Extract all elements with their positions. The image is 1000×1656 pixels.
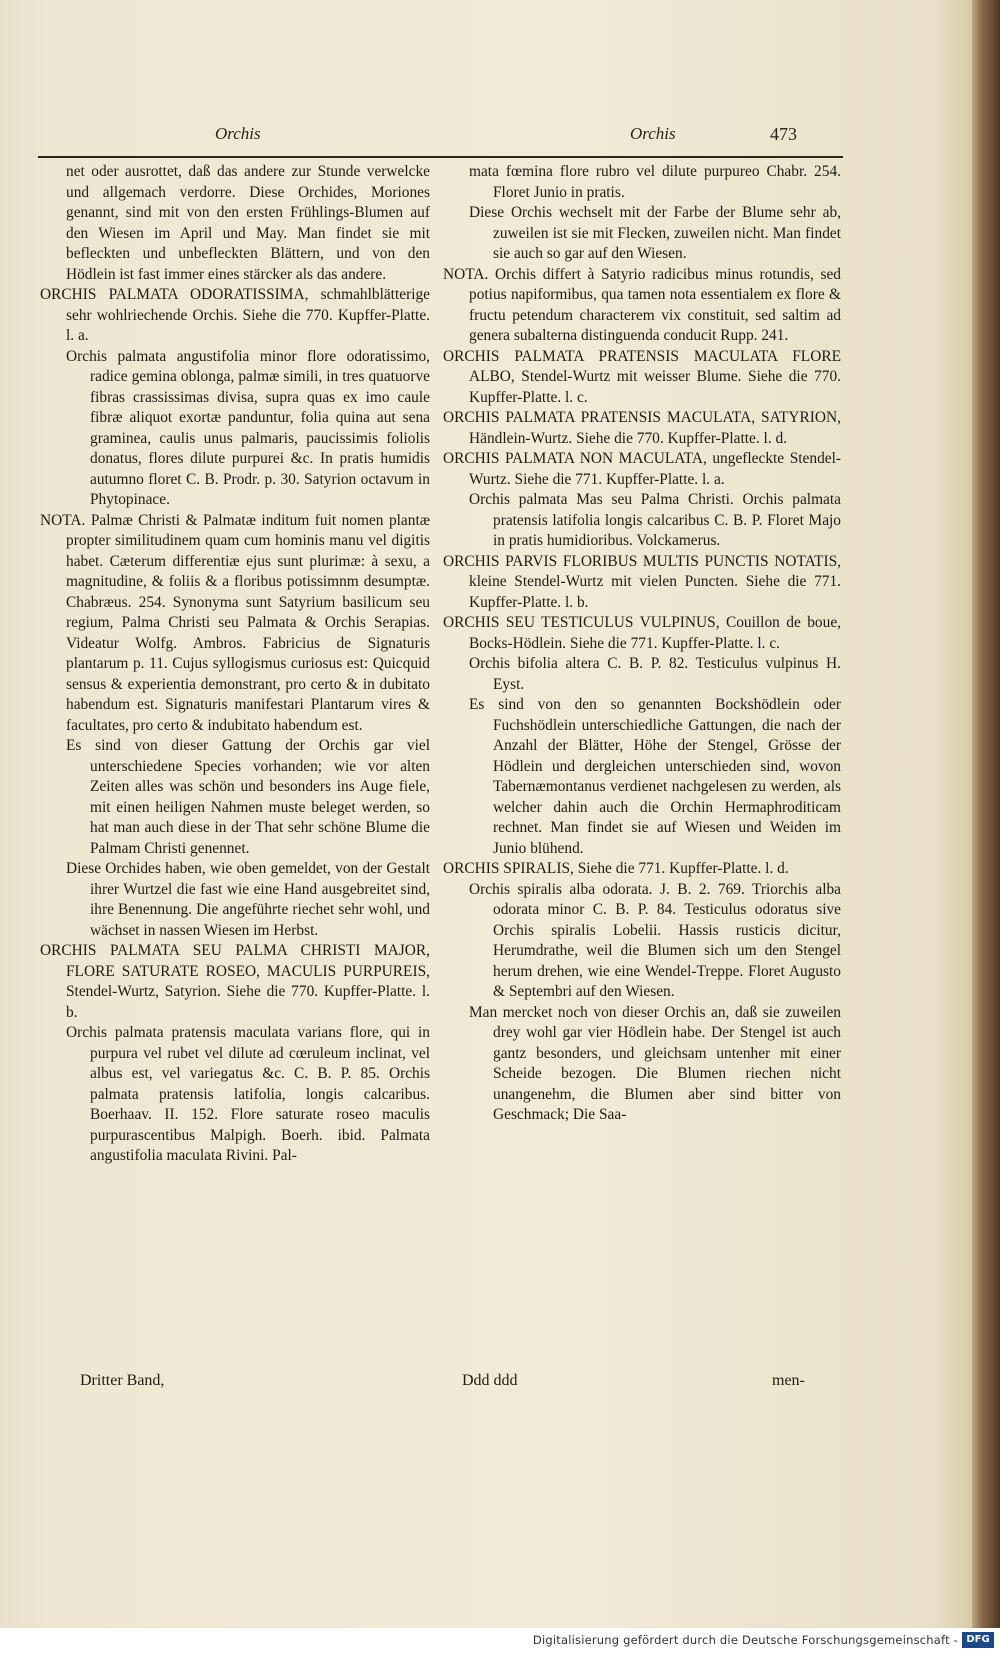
page-number: 473 <box>770 124 797 144</box>
paragraph: Es sind von den so genannten Bockshödlein oder Fuchshödlein unterschiedliche Gattungen, die nach der Anzahl der Blätter, Höhe der Stengel, Grösse der Hödlein und dergleichen unterschieden sind, wovon Tabernæmontanus verdienet nachgelesen zu werden, als welcher dahin auch die Orchin Hermaphroditicam rechnet. Man findet sie auf Wiesen und Weiden im Junio blühend. <box>469 696 841 857</box>
running-head-right: Orchis <box>630 124 676 143</box>
dfg-logo: DFG <box>962 1632 994 1648</box>
running-head-left: Orchis <box>215 124 261 143</box>
paragraph: ORCHIS SEU TESTICULUS VULPINUS, Couillon de boue, Bocks-Hödlein. Siehe die 771. Kupffer-Platte. l. c. <box>443 614 841 652</box>
header-rule <box>38 156 843 158</box>
paragraph: ORCHIS PALMATA NON MACULATA, ungefleckte Stendel-Wurtz. Siehe die 771. Kupffer-Platte. l. a. <box>443 450 841 488</box>
paragraph: Orchis bifolia altera C. B. P. 82. Testiculus vulpinus H. Eyst. <box>469 655 841 693</box>
paragraph: ORCHIS PALMATA ODORATISSIMA, schmahlblätterige sehr wohlriechende Orchis. Siehe die 770. Kupffer-Platte. l. a. <box>40 286 430 344</box>
paragraph: Orchis spiralis alba odorata. J. B. 2. 769. Triorchis alba odorata minor C. B. P. 84. Testiculus odoratus sive Orchis spiralis Lobelii. Hassis rusticis dicitur, Herumdrathe, weil die Blumen sich um den Stengel herum drehen, wie eine Wendel-Treppe. Floret Augusto & Septembri auf den Wiesen. <box>469 880 841 1000</box>
catchword: men- <box>772 1372 805 1389</box>
paragraph: ORCHIS PARVIS FLORIBUS MULTIS PUNCTIS NOTATIS, kleine Stendel-Wurtz mit vielen Puncten. Siehe die 771. Kupffer-Platte. l. b. <box>443 552 841 611</box>
paragraph: Es sind von dieser Gattung der Orchis gar viel unterschiedene Species vorhanden; wie vor alten Zeiten alles was schön und besonders ins Auge fiele, mit einen heiligen Nahmen muste beleget werden, so hat man auch diese in der That sehr schöne Blume die Palmam Christi genennet. <box>66 737 430 857</box>
paragraph: Orchis palmata pratensis maculata varians flore, qui in purpura vel rubet vel dilute ad cœruleum inclinat, vel albus est, vel variegatus &c. C. B. P. 85. Orchis palmata pratensis latifolia, longis calcaribus. Boerhaav. II. 152. Flore saturate roseo maculis purpurascentibus Malpigh. Boerh. ibid. Palmata angustifolia maculata Rivini. Pal- <box>66 1024 430 1164</box>
paragraph: mata fœmina flore rubro vel dilute purpureo Chabr. 254. Floret Junio in pratis. <box>469 163 841 201</box>
paragraph: NOTA. Palmæ Christi & Palmatæ inditum fuit nomen plantæ propter similitudinem quam cum hominis manu vel digitis habet. Cæterum differentiæ ejus sunt plurimæ: à sexu, a magnitudine, & foliis & a floribus potissimnm desumptæ. Chabræus. 254. Synonyma sunt Satyrium basilicum seu regium, Palma Christi seu Palmata & Orchis Serapias. Videatur Wolfg. Ambros. Fabricius de Signaturis plantarum p. 11. Cujus syllogismus curiosus est: Quicquid sensus & experientia demonstrant, pro certo & in dubitato habendum est. Signaturis manifestari Plantarum vires & facultates, pro certo & indubitato habendum est. <box>40 511 430 734</box>
paragraph: Orchis palmata Mas seu Palma Christi. Orchis palmata pratensis latifolia longis calcaribus C. B. P. Floret Majo in pratis humidioribus. Volckamerus. <box>469 491 841 549</box>
paragraph: Man mercket noch von dieser Orchis an, daß sie zuweilen drey wohl gar vier Hödlein habe. Der Stengel ist auch gantz besonders, und gleichsam untenher mit einer Scheide bezogen. Die Blumen riechen nicht unangenehm, die Blumen aber sind bitter von Geschmack; Die Saa- <box>469 1003 841 1123</box>
book-edge <box>972 0 1000 1628</box>
signature-mark: Ddd ddd <box>462 1372 518 1389</box>
paragraph: Orchis palmata angustifolia minor flore odoratissimo, radice gemina oblonga, palmæ simili, in tres quatuorve fibras crassissimas divisa, supra quas ex imo caule fibræ aliquot exortæ panduntur, folia quina aut sena graminea, caulis unus palmaris, paucissimis foliolis donatus, flores dilute purpurei &c. In pratis humidis autumno floret C. B. Prodr. p. 30. Satyrion octavum in Phytopinace. <box>66 347 430 508</box>
volume-footer: Dritter Band, <box>80 1372 165 1389</box>
right-column <box>443 162 841 1126</box>
left-column <box>40 162 430 1167</box>
paragraph: ORCHIS PALMATA PRATENSIS MACULATA FLORE ALBO, Stendel-Wurtz mit weisser Blume. Siehe die 770. Kupffer-Platte. l. c. <box>443 347 841 406</box>
credit-text: Digitalisierung gefördert durch die Deutsche Forschungsgemeinschaft - <box>532 1633 958 1647</box>
paragraph: net oder ausrottet, daß das andere zur Stunde verwelcke und allgemach verdorre. Diese Orchides, Moriones genannt, sind mit von den ersten Frühlings-Blumen auf den Wiesen im April und May. Man findet sie mit befleckten und unbefleckten Blättern, und von den Hödlein ist fast immer eines stärcker als das andere. <box>66 163 430 283</box>
running-head <box>0 124 972 154</box>
paragraph: NOTA. Orchis differt à Satyrio radicibus minus rotundis, sed potius napiformibus, qua tamen nota essentialem ex flore & fructu petendum characterem vix constituit, sed saltim ad genera subalterna distinguenda conducit Rupp. 241. <box>443 265 841 344</box>
paragraph: Diese Orchides haben, wie oben gemeldet, von der Gestalt ihrer Wurtzel die fast wie eine Hand ausgebreitet sind, ihre Benennung. Die angeführte riechet sehr wohl, und wächset in nassen Wiesen im Herbst. <box>66 860 430 939</box>
paragraph: ORCHIS SPIRALIS, Siehe die 771. Kupffer-Platte. l. d. <box>443 860 789 877</box>
paragraph: ORCHIS PALMATA SEU PALMA CHRISTI MAJOR, FLORE SATURATE ROSEO, MACULIS PURPUREIS, Stendel-Wurtz, Satyrion. Siehe die 770. Kupffer-Platte. l. b. <box>40 942 430 1021</box>
paragraph: ORCHIS PALMATA PRATENSIS MACULATA, SATYRION, Händlein-Wurtz. Siehe die 770. Kupffer-Platte. l. d. <box>443 409 841 447</box>
paragraph: Diese Orchis wechselt mit der Farbe der Blume sehr ab, zuweilen ist sie mit Flecken, zuweilen nicht. Man findet sie auch so gar auf den Wiesen. <box>469 204 841 262</box>
